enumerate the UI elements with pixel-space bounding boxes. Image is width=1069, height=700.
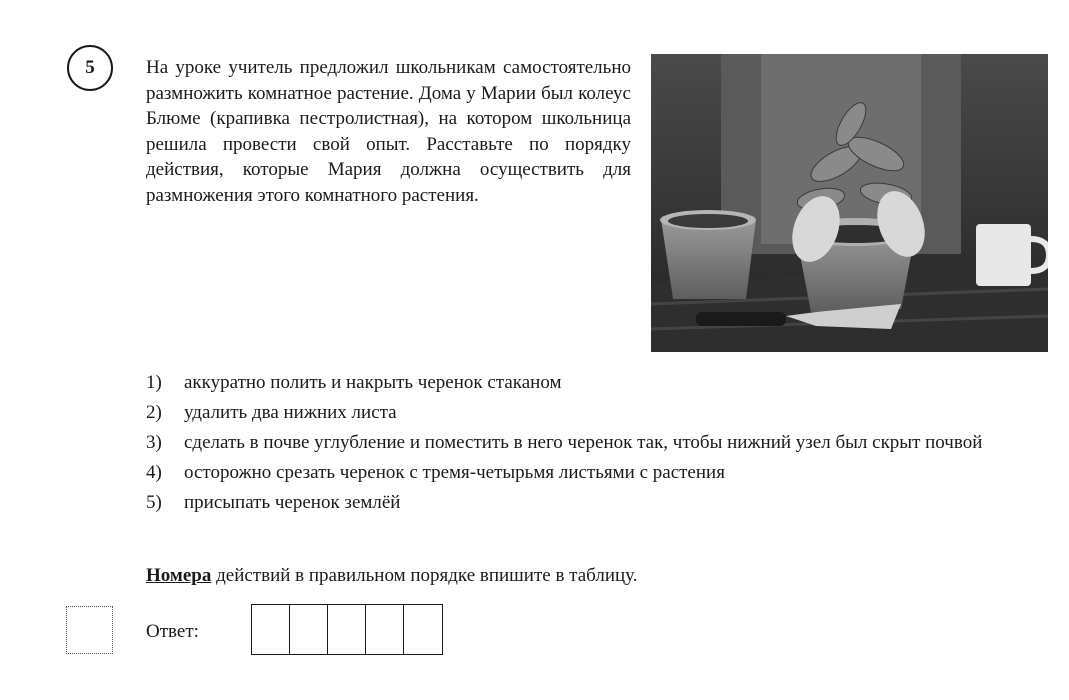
option-text: удалить два нижних листа — [184, 402, 397, 423]
option-text: сделать в почве углубление и поместить в него черенок так, чтобы нижний узел был скрыт почвой — [184, 432, 983, 453]
plant-pot-photo — [651, 54, 1048, 352]
answer-table — [251, 604, 443, 655]
task-intro-text: На уроке учитель предложил школьникам самостоятельно размножить комнатное растение. Дома у Марии был колеус Блюме (крапивка пестролистная), на котором школьница решила провести свой опыт. Расставьте по порядку действия, которые Мария должна осуществить для размножения этого комнатного растения. — [146, 57, 631, 206]
option-item — [146, 490, 1026, 516]
option-item — [146, 460, 1026, 486]
task-number-badge — [67, 45, 113, 91]
option-number: 2) — [146, 402, 162, 423]
option-text: осторожно срезать черенок с тремя-четырьмя листьями с растения — [184, 462, 725, 483]
answer-cell[interactable] — [404, 605, 442, 654]
option-text: присыпать черенок землёй — [184, 492, 401, 513]
instruction-emphasis: Номера — [146, 565, 212, 586]
answer-label: Ответ: — [146, 621, 199, 642]
option-item — [146, 400, 1026, 426]
instruction-text — [146, 563, 638, 589]
option-number: 1) — [146, 372, 162, 393]
option-item — [146, 430, 1026, 456]
answer-cell[interactable] — [252, 605, 290, 654]
option-number: 3) — [146, 432, 162, 453]
option-text: аккуратно полить и накрыть черенок стаканом — [184, 372, 562, 393]
option-item — [146, 370, 1026, 396]
answer-cell[interactable] — [328, 605, 366, 654]
option-number: 4) — [146, 462, 162, 483]
score-box — [66, 606, 113, 654]
option-number: 5) — [146, 492, 162, 513]
answer-cell[interactable] — [366, 605, 404, 654]
task-number: 5 — [85, 57, 95, 78]
answer-cell[interactable] — [290, 605, 328, 654]
options-list — [146, 370, 1026, 520]
instruction-rest: действий в правильном порядке впишите в таблицу. — [211, 565, 638, 586]
